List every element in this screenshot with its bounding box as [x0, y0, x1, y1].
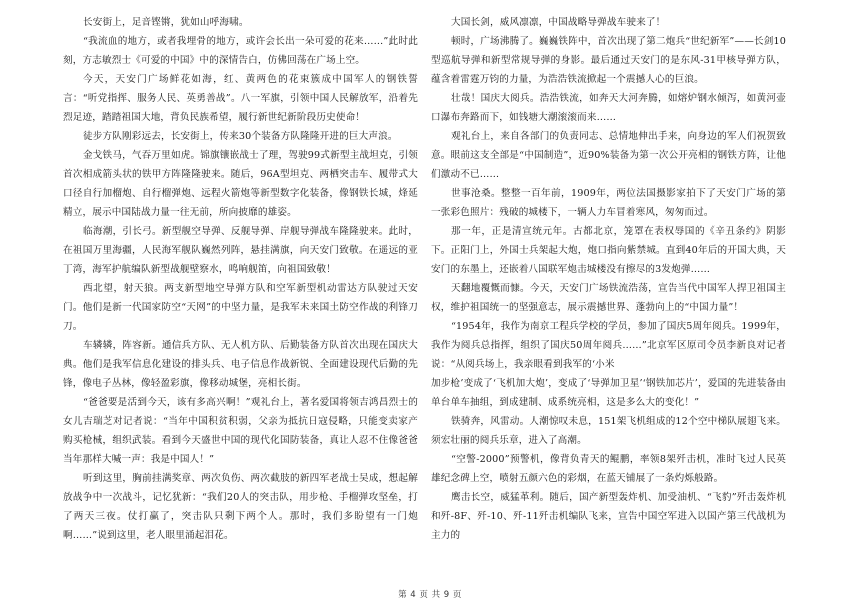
paragraph: 壮哉！国庆大阅兵。浩浩铁流，如奔天大河奔腾，如熔炉钢水倾泻，如黄河壶口瀑布奔路而下，如钱塘大潮滚滚而来……: [431, 93, 786, 123]
paragraph: “爸爸要是活到今天，该有多高兴啊！”观礼台上，著名爱国将领吉鸿昌烈士的女儿吉瑞芝对记者说：“当年中国积贫积弱，父亲为抵抗日寇侵略，只能变卖家产购买枪械，组织武装。看到今天盛世中国的现代化国防装备，真让人忍不住像爸爸当年那样大喊一声：我是中国人！”: [63, 397, 418, 465]
paragraph: 今天，天安门广场鲜花如海，红、黄两色的花束簇成中国军人的钢铁誓言：“听党指挥、服务人民、英勇善战”。八一军旗，引领中国人民解放军，沿着先烈足迹，踏踏祖国大地，背负民族希望，履行新世纪新阶段历史使命！: [63, 74, 418, 123]
paragraph: 大国长剑，威风凛凛，中国战略导弹战车驶来了！: [451, 17, 666, 28]
paragraph: 长安街上，足音铿锵，犹如山呼海啸。: [83, 17, 249, 28]
paragraph: 临海潮，引长弓。新型舰空导弹、反舰导弹、岸舰导弹战车隆隆驶来。此时，在祖国万里海疆，人民海军舰队巍然列阵，悬挂满旗，向天安门致敬。在遥远的亚丁湾，海军护航编队新型战舰壁察水，鸣响舰笛，向祖国致敬！: [63, 226, 418, 275]
paragraph: “我流血的地方，或者我埋骨的地方，或许会长出一朵可爱的花来……”此时此刻，方志敏烈士《可爱的中国》中的深情告白，仿佛回荡在广场上空。: [63, 36, 418, 66]
paragraph: 世事沧桑。整整一百年前，1909年，两位法国摄影家拍下了天安门广场的第一张彩色照片：残破的城楼下，一辆人力车冒着寒风，匆匆而过。: [431, 188, 786, 218]
paragraph: 观礼台上，来自各部门的负责同志、总情地伸出手来，向身边的军人们祝贺致意。眼前这支全部是“中国制造”，近90%装备为第一次公开亮相的钢铁方阵，让他们激动不已……: [431, 131, 786, 180]
paragraph: 徒步方队刚彩远去，长安街上，传来30个装备方队隆隆开进的巨大声浪。: [83, 131, 398, 142]
left-column: [63, 13, 418, 545]
paragraph: “1954年，我作为南京工程兵学校的学员，参加了国庆5周年阅兵。1999年，我作为阅兵总指挥，组织了国庆50周年阅兵……”北京军区原司令员李新良对记者说：“从阅兵场上，我亲眼看到我军的‘小米: [431, 321, 786, 370]
paragraph: 顿时，广场沸腾了。巍巍铁阵中，首次出现了第二炮兵“世纪新军”——长剑10型巡航导弹和新型常规导弹的身影。最后通过天安门的是东风-31甲核导弹方队，蕴含着雷霆万钧的力量，为浩浩铁流掀起一个震撼人心的巨浪。: [431, 36, 786, 85]
paragraph: 那一年，正是清宣统元年。古都北京，笼罩在表权辱国的《辛丑条约》阴影下。正阳门上，外国士兵架起大炮，炮口指向紫禁城。直到40年后的开国大典，天安门的东墨上，还嵌着八国联军炮击城楼没有擦尽的3发炮弹……: [431, 226, 786, 275]
paragraph: 铁骑奔，风雷动。人潮惊叹未息，151架飞机组成的12个空中梯队展翅飞来。须宏壮丽的阅兵乐章，进入了高潮。: [431, 416, 786, 446]
paragraph: 听到这里，胸前挂满奖章、两次负伤、两次截肢的新四军老战士吴成，想起解放战争中一次战斗，记忆犹新：“我们20人的突击队，用步枪、手榴弹攻坚垒，打了两天三夜。仗打赢了，突击队只剩下两个人。那时，我们多盼望有一门炮啊……”说到这里，老人眼里涌起泪花。: [63, 473, 418, 541]
paragraph: 金戈铁马，气吞万里如虎。锦旗镶嵌战士了理，驾驶99式新型主战坦克，引领首次相成箭头状的铁甲方阵隆隆驶来。随后，96A型坦克、两栖突击车、履带式大口径自行加榴炮、自行榴弹炮、远程火箭炮等新型数字化装备，像钢铁长城，烽延精立，展示中国陆战力量一往无前，所向披靡的雄姿。: [63, 150, 418, 218]
paragraph: “空警-2000”预警机，像背负青天的鲲鹏，率领8架歼击机，准时飞过人民英雄纪念碑上空，喷射五颜六色的彩烟，在蓝天铺展了一条灼烁般路。: [431, 454, 786, 484]
page-number: 第 4 页 共 9 页: [398, 590, 462, 600]
paragraph: 鹰击长空，威猛革利。随后，国产新型轰炸机、加受油机、“飞豹”歼击轰炸机和歼-8F、歼-10、歼-11歼击机编队飞来，宣告中国空军进入以国产第三代战机为主力的: [431, 492, 786, 541]
right-column: [431, 13, 786, 545]
paragraph: 加步枪’变成了‘飞机加大炮’，变成了‘导弹加卫星’‘钢铁加芯片’，爱国的先进装备由单台单车抽组，到成建制、成系统亮相，这是多么大的变化！”: [431, 378, 786, 408]
paragraph: 车辚辚，阵容新。通信兵方队、无人机方队、后勤装备方队首次出现在国庆大典。他们是我军信息化建设的排头兵、电子信息作战新锐、全面建设现代后勤的先锋，像电子丛林，像轻盈彩旗，像移动城堡，亮相长街。: [63, 340, 418, 389]
paragraph: 天翻地覆慨而慷。今天，天安门广场铁流浩荡，宣告当代中国军人捍卫祖国主权，维护祖国统一的坚强意志，展示震撼世界、蓬勃向上的“中国力量”！: [431, 283, 786, 313]
paragraph: 西北望，射天狼。两支新型地空导弹方队和空军新型机动雷达方队驶过天安门。他们是新一代国家防空“天网”的中坚力量，是我军未来国土防空作战的利锋刀刀。: [63, 283, 418, 332]
